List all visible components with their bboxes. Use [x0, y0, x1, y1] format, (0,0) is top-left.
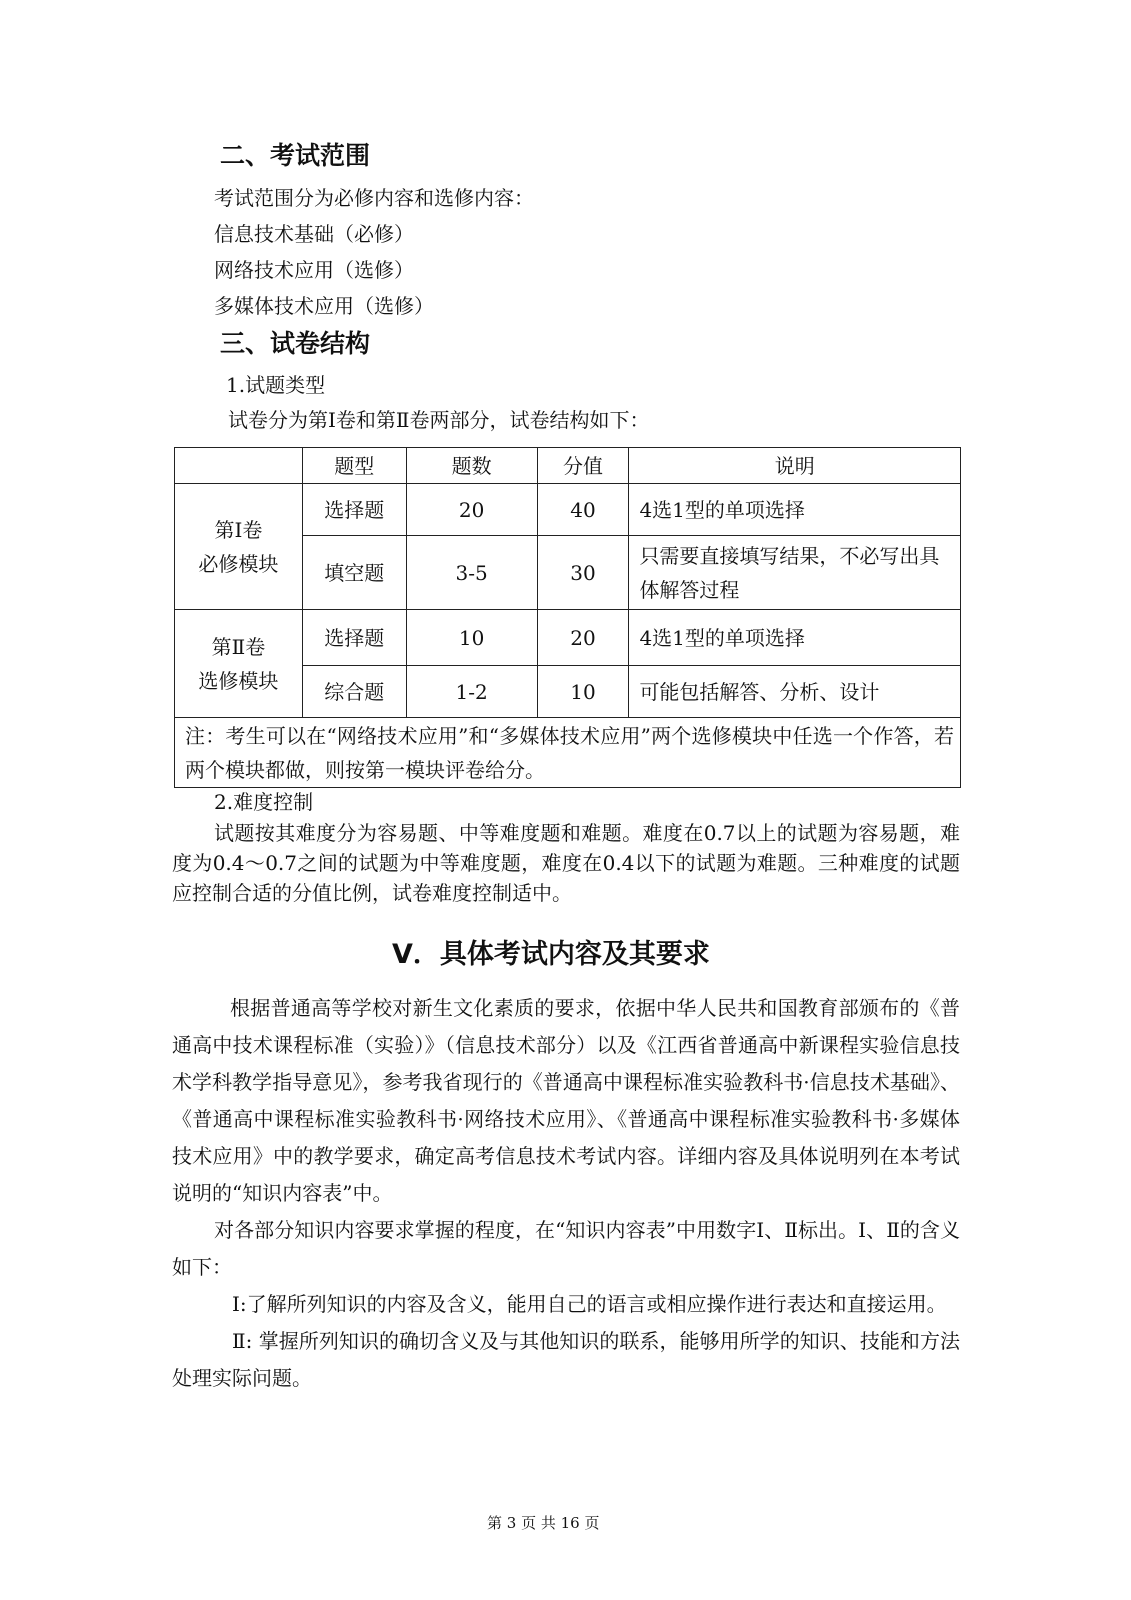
- table-row: [175, 484, 961, 536]
- question-type-subheading: 1.试题类型: [226, 373, 326, 397]
- note-cell: 只需要直接填写结果，不必写出具体解答过程: [629, 536, 961, 610]
- content-title: Ⅴ．具体考试内容及其要求: [392, 939, 710, 970]
- table-header-cell: 题型: [302, 448, 406, 484]
- score-cell: 20: [537, 610, 629, 666]
- question-type-cell: 综合题: [302, 666, 406, 718]
- table-header-cell: 题数: [406, 448, 537, 484]
- note-cell: 4选1型的单项选择: [629, 610, 961, 666]
- score-cell: 30: [537, 536, 629, 610]
- table-header-cell: 说明: [629, 448, 961, 484]
- difficulty-text: 试题按其难度分为容易题、中等难度题和难题。难度在0.7以上的试题为容易题，难度为0.4～0.7之间的试题为中等难度题，难度在0.4以下的试题为难题。三种难度的试题应控制合适的分值比例，试卷难度控制适中。: [172, 821, 960, 905]
- volume-label: 第Ⅱ卷: [211, 634, 266, 659]
- module-label: 必修模块: [198, 551, 279, 576]
- content-paragraph: 对各部分知识内容要求掌握的程度，在“知识内容表”中用数字Ⅰ、Ⅱ标出。Ⅰ、Ⅱ的含义如下：: [172, 1218, 960, 1279]
- difficulty-subheading: 2.难度控制: [214, 790, 314, 814]
- table-row: [175, 610, 961, 666]
- scope-line: 考试范围分为必修内容和选修内容：: [214, 186, 534, 210]
- scope-line: 网络技术应用（选修）: [214, 258, 414, 282]
- content-paragraph: 根据普通高等学校对新生文化素质的要求，依据中华人民共和国教育部颁布的《普通高中技术课程标准（实验）》（信息技术部分）以及《江西省普通高中新课程实验信息技术学科教学指导意见》，参考我省现行的《普通高中课程标准实验教科书·信息技术基础》、《普通高中课程标准实验教科书·网络技术应用》、《普通高中课程标准实验教科书·多媒体技术应用》中的教学要求，确定高考信息技术考试内容。详细内容及具体说明列在本考试说明的“知识内容表”中。: [172, 996, 960, 1205]
- volume-label-cell: [175, 484, 303, 610]
- question-type-cell: 填空题: [302, 536, 406, 610]
- question-type-cell: 选择题: [302, 610, 406, 666]
- content-paragraph: Ⅱ: 掌握所列知识的确切含义及与其他知识的联系，能够用所学的知识、技能和方法处理实际问题。: [172, 1329, 960, 1390]
- note-cell: 4选1型的单项选择: [629, 484, 961, 536]
- question-count-cell: 1-2: [406, 666, 537, 718]
- question-type-cell: 选择题: [302, 484, 406, 536]
- module-label: 选修模块: [198, 668, 279, 693]
- content-body: [172, 990, 960, 1397]
- scope-heading: 二、考试范围: [220, 141, 371, 170]
- note-cell: 可能包括解答、分析、设计: [629, 666, 961, 718]
- scope-line: 多媒体技术应用（选修）: [214, 294, 434, 318]
- table-header-cell: [175, 448, 303, 484]
- scope-line: 信息技术基础（必修）: [214, 222, 414, 246]
- score-cell: 40: [537, 484, 629, 536]
- table-footnote-row: [175, 718, 961, 788]
- exam-structure-table: [174, 447, 961, 788]
- question-count-cell: 3-5: [406, 536, 537, 610]
- structure-intro: 试卷分为第Ⅰ卷和第Ⅱ卷两部分，试卷结构如下：: [228, 408, 650, 432]
- table-header-cell: 分值: [537, 448, 629, 484]
- difficulty-paragraph: [172, 818, 960, 908]
- volume-label: 第Ⅰ卷: [214, 517, 263, 542]
- volume-label-cell: [175, 610, 303, 718]
- page-footer: 第 3 页 共 16 页: [487, 1514, 600, 1532]
- content-paragraph: Ⅰ:了解所列知识的内容及含义，能用自己的语言或相应操作进行表达和直接运用。: [232, 1292, 947, 1316]
- score-cell: 10: [537, 666, 629, 718]
- question-count-cell: 10: [406, 610, 537, 666]
- question-count-cell: 20: [406, 484, 537, 536]
- table-header-row: [175, 448, 961, 484]
- table-footnote: 注：考生可以在“网络技术应用”和“多媒体技术应用”两个选修模块中任选一个作答，若两个模块都做，则按第一模块评卷给分。: [175, 718, 961, 788]
- structure-heading: 三、试卷结构: [220, 329, 371, 358]
